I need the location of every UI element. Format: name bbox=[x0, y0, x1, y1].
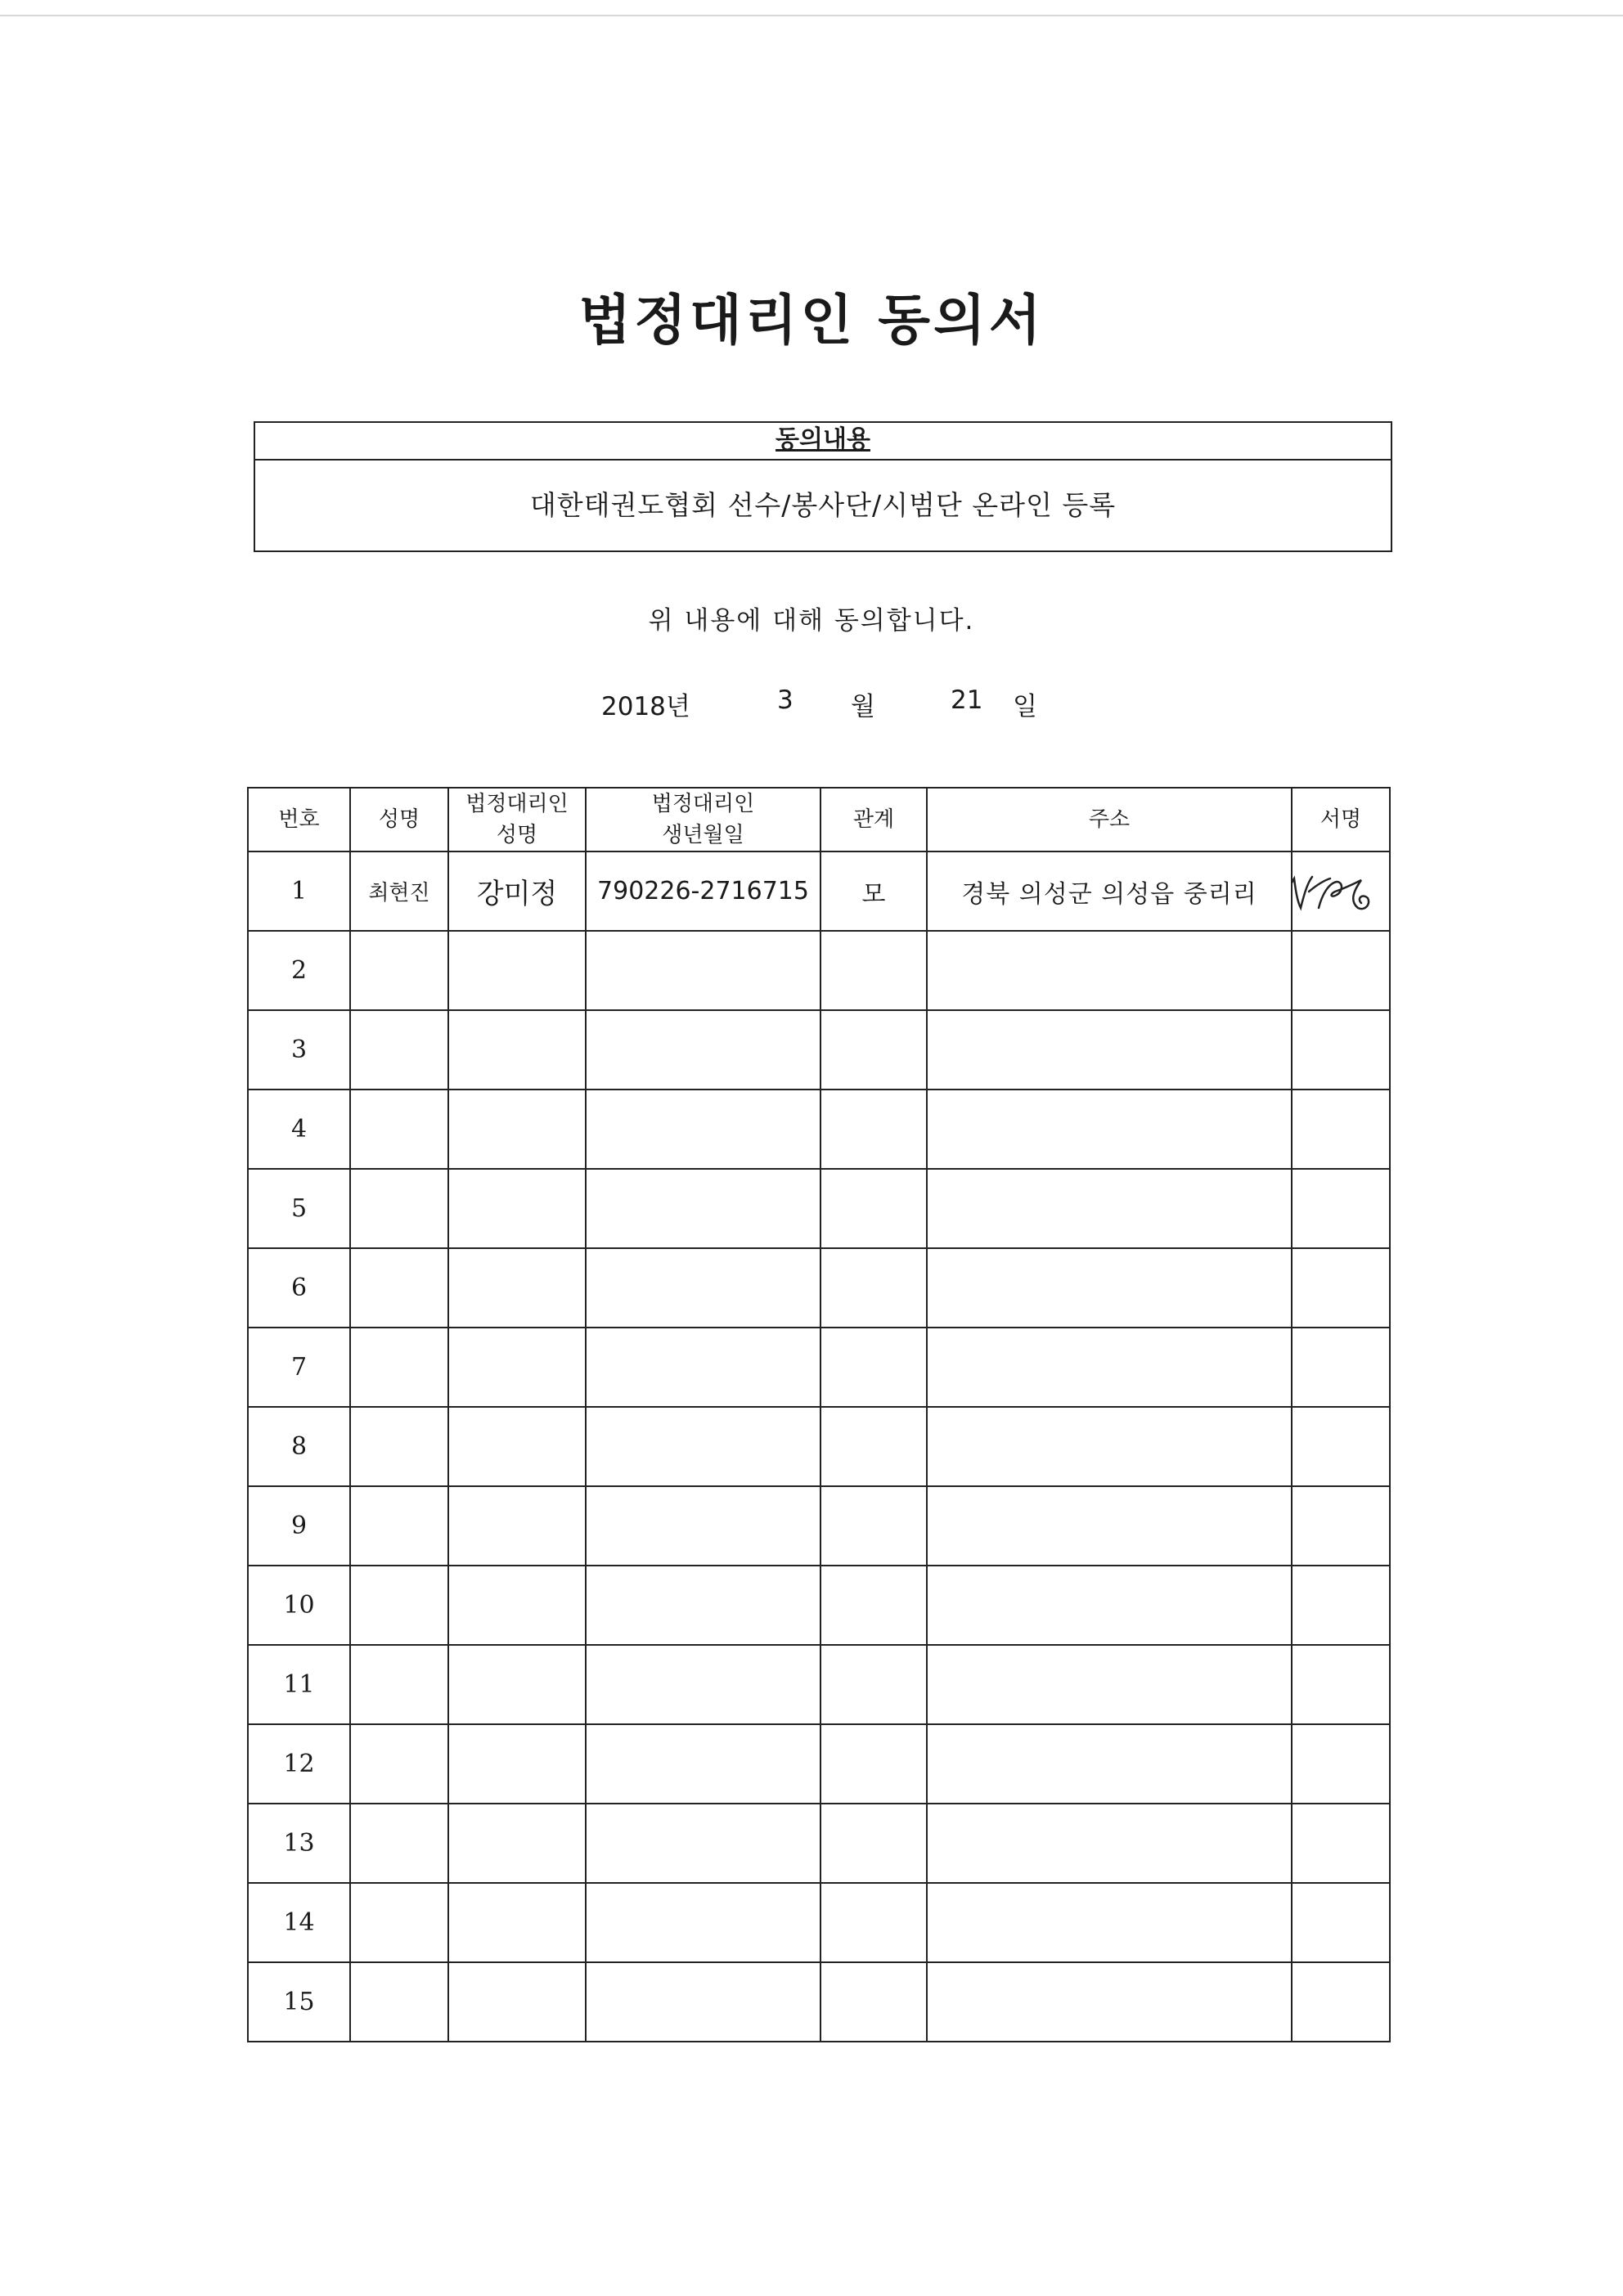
table-row bbox=[248, 1010, 1390, 1090]
date-line bbox=[0, 685, 1623, 721]
cell-guardian-name bbox=[448, 1566, 586, 1645]
cell-guardian-name bbox=[448, 1645, 586, 1724]
cell-no: 2 bbox=[248, 931, 350, 1010]
cell-name bbox=[350, 1962, 448, 2042]
cell-signature bbox=[1292, 931, 1390, 1010]
cell-no: 10 bbox=[248, 1566, 350, 1645]
cell-relation bbox=[820, 1804, 927, 1883]
header-guardian-name-line1: 법정대리인 bbox=[465, 792, 569, 816]
cell-guardian-birth: 790226-2716715 bbox=[586, 851, 820, 931]
cell-guardian-birth bbox=[586, 1724, 820, 1804]
cell-name bbox=[350, 1407, 448, 1486]
cell-address bbox=[927, 1407, 1292, 1486]
cell-signature bbox=[1292, 1486, 1390, 1566]
header-address: 주소 bbox=[927, 788, 1292, 851]
table-row bbox=[248, 1566, 1390, 1645]
cell-name bbox=[350, 1169, 448, 1248]
cell-relation bbox=[820, 1328, 927, 1407]
cell-address bbox=[927, 1090, 1292, 1169]
cell-name bbox=[350, 1090, 448, 1169]
cell-relation bbox=[820, 1248, 927, 1328]
handwritten-signature-icon bbox=[1292, 859, 1382, 924]
cell-guardian-birth bbox=[586, 1248, 820, 1328]
cell-guardian-birth bbox=[586, 1962, 820, 2042]
cell-relation: 모 bbox=[820, 851, 927, 931]
cell-no: 7 bbox=[248, 1328, 350, 1407]
cell-address bbox=[927, 1566, 1292, 1645]
cell-relation bbox=[820, 931, 927, 1010]
cell-guardian-birth bbox=[586, 1804, 820, 1883]
header-signature: 서명 bbox=[1292, 788, 1390, 851]
table-row bbox=[248, 1724, 1390, 1804]
cell-guardian-name bbox=[448, 1010, 586, 1090]
cell-name bbox=[350, 1486, 448, 1566]
cell-guardian-name bbox=[448, 1248, 586, 1328]
consent-content-box bbox=[254, 421, 1392, 552]
cell-name bbox=[350, 1328, 448, 1407]
cell-guardian-birth bbox=[586, 1407, 820, 1486]
scan-top-edge bbox=[0, 15, 1623, 16]
cell-no: 12 bbox=[248, 1724, 350, 1804]
cell-relation bbox=[820, 1486, 927, 1566]
cell-no: 5 bbox=[248, 1169, 350, 1248]
cell-signature bbox=[1292, 1090, 1390, 1169]
table-row bbox=[248, 1804, 1390, 1883]
cell-address bbox=[927, 1010, 1292, 1090]
cell-address bbox=[927, 1169, 1292, 1248]
cell-relation bbox=[820, 1566, 927, 1645]
cell-signature bbox=[1292, 1883, 1390, 1962]
cell-guardian-birth bbox=[586, 1010, 820, 1090]
date-month-unit: 월 bbox=[851, 692, 875, 721]
cell-name bbox=[350, 1010, 448, 1090]
consent-text: 대한태권도협회 선수/봉사단/시범단 온라인 등록 bbox=[529, 489, 1117, 521]
cell-relation bbox=[820, 1883, 927, 1962]
table-row bbox=[248, 1169, 1390, 1248]
header-guardian-birth-line2: 생년월일 bbox=[662, 823, 744, 847]
table-row bbox=[248, 1248, 1390, 1328]
table-row bbox=[248, 851, 1390, 931]
cell-no: 13 bbox=[248, 1804, 350, 1883]
cell-relation bbox=[820, 1090, 927, 1169]
date-year: 2018년 bbox=[601, 692, 690, 721]
header-no: 번호 bbox=[248, 788, 350, 851]
table-row bbox=[248, 1090, 1390, 1169]
cell-signature bbox=[1292, 1169, 1390, 1248]
cell-signature bbox=[1292, 1010, 1390, 1090]
header-guardian-birth bbox=[586, 788, 820, 851]
cell-address bbox=[927, 1328, 1292, 1407]
cell-no: 3 bbox=[248, 1010, 350, 1090]
cell-name bbox=[350, 1645, 448, 1724]
table-row bbox=[248, 1883, 1390, 1962]
cell-address bbox=[927, 1804, 1292, 1883]
cell-address bbox=[927, 1962, 1292, 2042]
consent-header-label: 동의내용 bbox=[776, 425, 870, 454]
header-name: 성명 bbox=[350, 788, 448, 851]
table-row bbox=[248, 1962, 1390, 2042]
cell-guardian-name bbox=[448, 931, 586, 1010]
cell-name bbox=[350, 1248, 448, 1328]
cell-guardian-name bbox=[448, 1962, 586, 2042]
header-guardian-name-line2: 성명 bbox=[496, 823, 538, 847]
cell-relation bbox=[820, 1010, 927, 1090]
cell-guardian-name bbox=[448, 1724, 586, 1804]
cell-guardian-name bbox=[448, 1328, 586, 1407]
cell-guardian-birth bbox=[586, 1328, 820, 1407]
cell-name bbox=[350, 931, 448, 1010]
cell-signature bbox=[1292, 1804, 1390, 1883]
cell-no: 11 bbox=[248, 1645, 350, 1724]
table-row bbox=[248, 931, 1390, 1010]
cell-name bbox=[350, 1804, 448, 1883]
cell-no: 14 bbox=[248, 1883, 350, 1962]
guardian-registry-table bbox=[247, 787, 1391, 2042]
cell-signature bbox=[1292, 1328, 1390, 1407]
cell-guardian-name bbox=[448, 1090, 586, 1169]
cell-guardian-name bbox=[448, 1883, 586, 1962]
cell-address bbox=[927, 1724, 1292, 1804]
cell-signature bbox=[1292, 851, 1390, 931]
table-row bbox=[248, 1486, 1390, 1566]
cell-signature bbox=[1292, 1645, 1390, 1724]
cell-relation bbox=[820, 1407, 927, 1486]
cell-guardian-name: 강미정 bbox=[448, 851, 586, 931]
cell-signature bbox=[1292, 1724, 1390, 1804]
cell-signature bbox=[1292, 1566, 1390, 1645]
cell-no: 4 bbox=[248, 1090, 350, 1169]
table-row bbox=[248, 1328, 1390, 1407]
cell-guardian-birth bbox=[586, 1169, 820, 1248]
cell-address bbox=[927, 931, 1292, 1010]
document-title: 법정대리인 동의서 bbox=[578, 289, 1045, 352]
cell-relation bbox=[820, 1724, 927, 1804]
cell-name bbox=[350, 1724, 448, 1804]
cell-guardian-birth bbox=[586, 931, 820, 1010]
cell-signature bbox=[1292, 1962, 1390, 2042]
cell-address bbox=[927, 1248, 1292, 1328]
cell-address bbox=[927, 1486, 1292, 1566]
cell-relation bbox=[820, 1169, 927, 1248]
agreement-statement: 위 내용에 대해 동의합니다. bbox=[648, 606, 975, 636]
cell-no: 1 bbox=[248, 851, 350, 931]
cell-no: 6 bbox=[248, 1248, 350, 1328]
cell-signature bbox=[1292, 1407, 1390, 1486]
cell-relation bbox=[820, 1645, 927, 1724]
cell-relation bbox=[820, 1962, 927, 2042]
table-header-row bbox=[248, 788, 1390, 851]
table-row bbox=[248, 1407, 1390, 1486]
cell-guardian-birth bbox=[586, 1883, 820, 1962]
cell-no: 9 bbox=[248, 1486, 350, 1566]
cell-no: 8 bbox=[248, 1407, 350, 1486]
cell-address: 경북 의성군 의성읍 중리리 bbox=[927, 851, 1292, 931]
cell-guardian-name bbox=[448, 1169, 586, 1248]
cell-name bbox=[350, 1883, 448, 1962]
header-relation: 관계 bbox=[820, 788, 927, 851]
cell-guardian-name bbox=[448, 1486, 586, 1566]
consent-header bbox=[255, 423, 1391, 461]
header-guardian-birth-line1: 법정대리인 bbox=[651, 792, 755, 816]
cell-no: 15 bbox=[248, 1962, 350, 2042]
cell-guardian-birth bbox=[586, 1566, 820, 1645]
cell-address bbox=[927, 1645, 1292, 1724]
date-month: 3 bbox=[777, 685, 794, 715]
table-row bbox=[248, 1645, 1390, 1724]
cell-address bbox=[927, 1883, 1292, 1962]
cell-guardian-name bbox=[448, 1407, 586, 1486]
cell-guardian-name bbox=[448, 1804, 586, 1883]
cell-name bbox=[350, 1566, 448, 1645]
cell-guardian-birth bbox=[586, 1645, 820, 1724]
date-day: 21 bbox=[951, 685, 983, 715]
cell-guardian-birth bbox=[586, 1486, 820, 1566]
date-day-unit: 일 bbox=[1013, 692, 1037, 721]
cell-signature bbox=[1292, 1248, 1390, 1328]
header-guardian-name bbox=[448, 788, 586, 851]
cell-name: 최현진 bbox=[350, 851, 448, 931]
cell-guardian-birth bbox=[586, 1090, 820, 1169]
